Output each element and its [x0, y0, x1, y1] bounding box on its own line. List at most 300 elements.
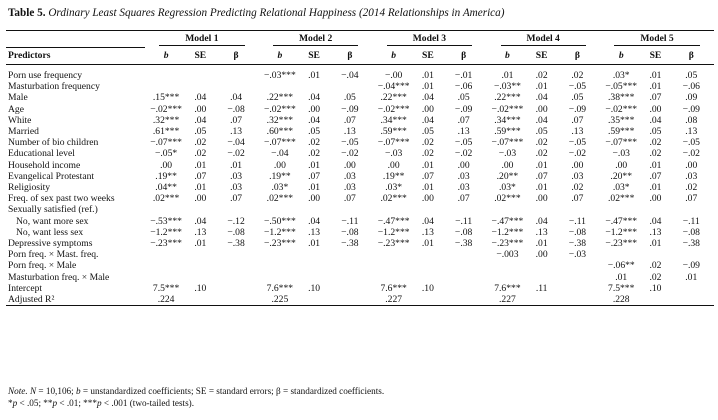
table-cell: −.02	[227, 148, 245, 160]
table-row	[6, 204, 714, 215]
table-cell: .01	[535, 159, 548, 171]
table-cell: .13	[421, 226, 434, 238]
table-cell: −.02***	[263, 103, 296, 115]
predictor-label: Intercept	[8, 282, 43, 294]
table-cell: −.23***	[263, 238, 296, 250]
table-cell: .02	[535, 70, 548, 81]
table-cell: −.08	[227, 103, 245, 115]
table-cell	[669, 294, 714, 306]
table-cell: .02	[308, 137, 321, 149]
table-cell: .19**	[382, 170, 405, 182]
table-cell: .03*	[612, 182, 630, 194]
table-cell: .07	[308, 170, 321, 182]
table-cell: −.08	[341, 226, 359, 238]
table-cell: −.04	[341, 70, 359, 81]
table-cell	[187, 81, 213, 92]
table-cell: .00	[685, 159, 698, 171]
table-cell: .01	[649, 182, 662, 194]
table-cell: .13	[535, 226, 548, 238]
table-cell: −.23***	[377, 238, 410, 250]
table-cell: .04	[421, 92, 434, 104]
table-cell: .07	[649, 92, 662, 104]
predictor-label: Religiosity	[8, 182, 51, 194]
table-row	[6, 182, 714, 193]
table-cell	[213, 283, 258, 294]
table-cell: .05	[457, 92, 470, 104]
table-cell: .13	[194, 226, 207, 238]
table-cell	[415, 294, 441, 306]
table-cell	[187, 204, 213, 215]
table-cell	[301, 260, 327, 271]
table-cell	[145, 204, 187, 215]
table-cell: .07	[571, 114, 584, 126]
table-row	[6, 238, 714, 249]
table-cell: .224	[145, 294, 187, 306]
table-cell: −.08	[227, 226, 245, 238]
table-cell: −1.2***	[491, 226, 524, 238]
table-cell	[145, 81, 187, 92]
table-cell: .13	[343, 126, 356, 138]
table-cell: .05	[685, 70, 698, 81]
predictor-label: Household income	[8, 159, 81, 171]
table-cell: .00	[615, 159, 628, 171]
table-cell: .00	[535, 103, 548, 115]
table-cell: .04	[308, 215, 321, 227]
table-cell	[187, 272, 213, 283]
table-cell	[415, 260, 441, 271]
predictors-header: Predictors	[6, 48, 145, 65]
model-header-row	[6, 31, 714, 48]
table-cell	[669, 249, 714, 260]
table-cell: .00	[273, 159, 286, 171]
table-cell: 7.6***	[494, 282, 521, 294]
model-label: Model 3	[387, 33, 472, 46]
table-cell	[555, 272, 600, 283]
table-cell	[213, 70, 258, 81]
table-cell: .03	[230, 182, 243, 194]
table-cell: .13	[685, 126, 698, 138]
table-cell	[327, 249, 372, 260]
table-cell: .02***	[266, 193, 294, 205]
table-cell: .07	[194, 170, 207, 182]
table-cell: −.47***	[377, 215, 410, 227]
table-cell: .00	[571, 159, 584, 171]
table-cell: .61***	[152, 126, 180, 138]
table-cell: −.07***	[263, 137, 296, 149]
table-cell: .00	[160, 159, 173, 171]
table-cell: −.02	[341, 148, 359, 160]
model-label: Model 4	[501, 33, 586, 46]
table-cell	[327, 283, 372, 294]
table-row	[6, 294, 714, 306]
table-cell	[187, 249, 213, 260]
table-row	[6, 126, 714, 137]
table-cell: −.05***	[605, 81, 638, 93]
table-cell	[213, 260, 258, 271]
column-header: β	[441, 48, 486, 65]
table-row	[6, 115, 714, 126]
column-header: b	[373, 48, 415, 65]
table-cell: −.00	[384, 70, 403, 81]
predictor-label: Educational level	[8, 148, 75, 160]
table-cell: −.38	[227, 238, 245, 250]
table-cell: .00	[194, 103, 207, 115]
table-cell: .05	[308, 126, 321, 138]
table-cell: .01	[535, 81, 548, 93]
table-note	[8, 385, 710, 409]
table-cell	[555, 260, 600, 271]
table-cell: −.04	[271, 148, 289, 160]
table-cell: .01	[421, 159, 434, 171]
predictor-label: Married	[8, 126, 39, 138]
table-row	[6, 227, 714, 238]
table-cell	[441, 272, 486, 283]
table-cell: −.05	[682, 137, 700, 149]
table-cell: .03	[685, 170, 698, 182]
table-cell: −.23***	[150, 238, 182, 250]
table-cell: .03*	[612, 70, 630, 81]
table-cell: 7.6***	[380, 282, 407, 294]
predictor-label: Porn freq. × Male	[8, 260, 77, 272]
table-cell: .07	[685, 193, 698, 205]
table-cell: −.47***	[491, 215, 524, 227]
table-row	[6, 92, 714, 103]
table-cell: .07	[649, 170, 662, 182]
table-cell: −.03***	[263, 70, 296, 81]
table-cell: −.02	[454, 148, 473, 160]
column-header: β	[555, 48, 600, 65]
table-cell	[213, 272, 258, 283]
model-header	[600, 31, 714, 48]
table-cell: −.53***	[150, 215, 182, 227]
column-header: SE	[187, 48, 213, 65]
model-header	[486, 31, 600, 48]
table-cell: .04	[194, 215, 207, 227]
table-row	[6, 193, 714, 204]
table-cell: .07	[457, 193, 470, 205]
table-cell: .02	[421, 148, 434, 160]
table-cell	[187, 260, 213, 271]
table-cell: .02	[649, 148, 662, 160]
table-caption	[8, 4, 710, 22]
model-header	[373, 31, 487, 48]
table-cell	[327, 294, 372, 306]
table-cell: −.09	[682, 103, 700, 115]
table-cell	[441, 204, 486, 215]
table-cell: .00	[457, 159, 470, 171]
table-cell: .225	[259, 294, 301, 306]
table-cell: .228	[600, 294, 642, 306]
table-cell	[187, 294, 213, 306]
table-cell	[441, 294, 486, 306]
table-cell: −.08	[682, 226, 700, 238]
predictor-label: Adjusted R²	[6, 294, 145, 306]
predictor-label: Masturbation frequency	[8, 81, 100, 93]
model-label: Model 1	[159, 33, 244, 46]
table-cell: −.09	[341, 103, 359, 115]
table-cell: −.05	[568, 137, 587, 149]
table-cell: .03*	[271, 182, 289, 194]
model-header	[259, 31, 373, 48]
table-cell: −.08	[568, 226, 587, 238]
predictor-label: Freq. of sex past two weeks	[8, 193, 115, 205]
table-cell: .04	[308, 92, 321, 104]
table-cell: −.09	[568, 103, 587, 115]
table-cell: .00	[421, 193, 434, 205]
table-cell	[373, 204, 415, 215]
table-cell: −1.2***	[150, 226, 182, 238]
table-cell	[259, 81, 301, 92]
table-cell	[555, 294, 600, 306]
table-cell: −.02***	[491, 103, 524, 115]
table-cell	[301, 249, 327, 260]
table-cell	[555, 204, 600, 215]
table-cell	[145, 260, 187, 271]
table-cell: .01	[308, 182, 321, 194]
table-cell: −.02***	[377, 103, 410, 115]
predictor-label: Masturbation freq. × Male	[8, 271, 110, 283]
predictor-label: Porn use frequency	[8, 70, 83, 81]
table-cell: .00	[194, 193, 207, 205]
table-cell: .02***	[380, 193, 407, 205]
table-cell	[301, 204, 327, 215]
table-cell	[441, 283, 486, 294]
table-cell: −.02***	[150, 103, 182, 115]
table-cell: −.03	[384, 148, 403, 160]
table-cell	[415, 272, 441, 283]
table-cell	[213, 294, 258, 306]
table-cell	[529, 294, 555, 306]
table-cell: .22***	[266, 92, 294, 104]
table-row	[6, 81, 714, 92]
table-cell: .01	[615, 271, 628, 283]
table-row	[6, 137, 714, 148]
table-cell: .01	[421, 70, 434, 81]
table-cell	[441, 249, 486, 260]
table-cell: .04**	[155, 182, 177, 194]
table-cell	[373, 249, 415, 260]
table-cell: .01	[649, 159, 662, 171]
table-cell: −.23***	[605, 238, 638, 250]
table-cell: .01	[649, 70, 662, 81]
table-cell: .01	[308, 238, 321, 250]
table-cell: .03*	[499, 182, 516, 194]
table-cell: .05	[535, 126, 548, 138]
table-cell	[145, 70, 187, 81]
table-row	[6, 283, 714, 294]
table-cell	[642, 204, 668, 215]
table-cell: .11	[535, 282, 548, 294]
table-cell: .13	[308, 226, 321, 238]
table-cell: .00	[501, 159, 514, 171]
table-cell: .04	[421, 215, 434, 227]
table-cell: .01	[194, 238, 207, 250]
table-cell: .01	[194, 159, 207, 171]
table-cell	[486, 272, 528, 283]
column-header: β	[213, 48, 258, 65]
table-cell	[669, 204, 714, 215]
table-cell: .00	[649, 103, 662, 115]
table-cell: .59***	[608, 126, 635, 138]
table-cell: −.07***	[150, 137, 182, 149]
table-cell: −.47***	[605, 215, 638, 227]
table-cell: −.09	[454, 103, 473, 115]
table-cell: .03	[571, 170, 584, 182]
table-cell	[642, 294, 668, 306]
table-cell: −.06**	[607, 260, 635, 272]
table-cell: −.05*	[154, 148, 178, 160]
table-cell: .00	[535, 249, 548, 261]
table-cell: −.02	[682, 148, 700, 160]
regression-table	[6, 30, 714, 306]
column-header: SE	[642, 48, 668, 65]
table-cell: .32***	[266, 114, 294, 126]
table-cell: .02	[685, 182, 698, 194]
table-cell: .04	[649, 114, 662, 126]
table-cell	[415, 249, 441, 260]
table-cell	[441, 260, 486, 271]
table-cell: .02	[194, 148, 207, 160]
table-cell: .05	[194, 126, 207, 138]
table-cell: .01	[308, 159, 321, 171]
table-cell: −.05	[568, 81, 587, 93]
table-cell	[327, 272, 372, 283]
table-cell: .34***	[380, 114, 407, 126]
table-cell: .04	[535, 92, 548, 104]
table-cell: −.11	[682, 215, 700, 227]
table-cell: .227	[486, 294, 528, 306]
table-row	[6, 160, 714, 171]
table-cell	[301, 272, 327, 283]
table-cell: .02	[649, 137, 662, 149]
table-cell: −1.2***	[605, 226, 638, 238]
column-header: b	[486, 48, 528, 65]
predictor-label: Age	[8, 103, 24, 115]
table-row	[6, 272, 714, 283]
table-cell: .05	[421, 126, 434, 138]
table-cell: .00	[308, 103, 321, 115]
table-cell: .00	[343, 159, 356, 171]
table-cell: −.07***	[491, 137, 524, 149]
table-cell: .20**	[496, 170, 519, 182]
table-cell: .08	[685, 114, 698, 126]
table-cell: .00	[649, 193, 662, 205]
column-header: SE	[301, 48, 327, 65]
table-cell: −.09	[682, 260, 700, 272]
column-header: b	[600, 48, 642, 65]
table-cell: .04	[194, 114, 207, 126]
table-cell: .00	[308, 193, 321, 205]
table-cell: .04	[194, 92, 207, 104]
table-cell	[259, 204, 301, 215]
table-cell: .01	[421, 238, 434, 250]
table-cell: .10	[194, 282, 207, 294]
table-cell	[327, 81, 372, 92]
table-cell: .07	[230, 193, 243, 205]
table-row	[6, 249, 714, 260]
table-cell	[327, 204, 372, 215]
table-cell	[259, 249, 301, 260]
table-cell: −.02	[568, 148, 587, 160]
column-header: β	[669, 48, 714, 65]
table-row	[6, 171, 714, 182]
table-cell: .07	[571, 193, 584, 205]
table-cell: −1.2***	[263, 226, 296, 238]
table-cell	[213, 249, 258, 260]
table-cell: −.38	[568, 238, 587, 250]
table-cell	[301, 294, 327, 306]
table-row	[6, 148, 714, 159]
table-cell: .03	[457, 182, 470, 194]
table-cell: .59***	[380, 126, 407, 138]
table-cell: .02	[649, 260, 662, 272]
table-cell: −.003	[496, 249, 519, 261]
table-cell: −.02***	[605, 103, 638, 115]
column-header: b	[259, 48, 301, 65]
table-row	[6, 216, 714, 227]
table-cell: .02	[571, 70, 584, 81]
table-cell: 7.5***	[152, 282, 180, 294]
table-cell	[259, 260, 301, 271]
table-cell: .07	[343, 114, 356, 126]
table-cell: .09	[685, 92, 698, 104]
column-header: β	[327, 48, 372, 65]
column-header: SE	[529, 48, 555, 65]
table-cell: −.11	[341, 215, 359, 227]
table-cell: .20**	[610, 170, 633, 182]
table-cell: .07	[343, 193, 356, 205]
table-cell	[327, 260, 372, 271]
table-cell: −.50***	[263, 215, 296, 227]
table-cell: .03	[343, 170, 356, 182]
table-cell: −.12	[227, 215, 245, 227]
table-cell: .02	[571, 182, 584, 194]
table-cell: −.03	[568, 249, 587, 261]
table-cell: .04	[308, 114, 321, 126]
table-cell	[486, 260, 528, 271]
table-cell: −.07***	[605, 137, 638, 149]
table-cell: .02	[194, 137, 207, 149]
table-cell: .10	[308, 282, 321, 294]
table-cell: 7.5***	[608, 282, 635, 294]
table-title: Ordinary Least Squares Regression Predicting Relational Happiness (2014 Relationships in America)	[48, 7, 505, 19]
table-cell: .00	[421, 103, 434, 115]
table-cell: .13	[230, 126, 243, 138]
table-cell: .02***	[608, 193, 635, 205]
table-cell	[555, 283, 600, 294]
table-cell: .32***	[152, 114, 180, 126]
table-cell: −.07***	[377, 137, 410, 149]
table-cell: .02	[535, 137, 548, 149]
table-cell: .13	[457, 126, 470, 138]
table-label: Table 5.	[8, 7, 46, 19]
predictor-label: No, want less sex	[16, 226, 84, 238]
table-cell: −.03	[498, 148, 517, 160]
table-cell: .01	[649, 238, 662, 250]
note-definitions: Note. N = 10,106; b = unstandardized coefficients; SE = standard errors; β = standardized coefficients.	[8, 386, 385, 396]
table-cell: .01	[421, 182, 434, 194]
table-cell: .00	[387, 159, 400, 171]
table-cell: .07	[457, 114, 470, 126]
table-cell	[642, 249, 668, 260]
table-cell: .02	[308, 148, 321, 160]
table-cell: .01	[194, 182, 207, 194]
table-cell: −.11	[568, 215, 586, 227]
table-cell	[259, 272, 301, 283]
table-cell: .04	[535, 215, 548, 227]
table-cell: −.08	[454, 226, 473, 238]
predictor-label: No, want more sex	[16, 215, 89, 227]
